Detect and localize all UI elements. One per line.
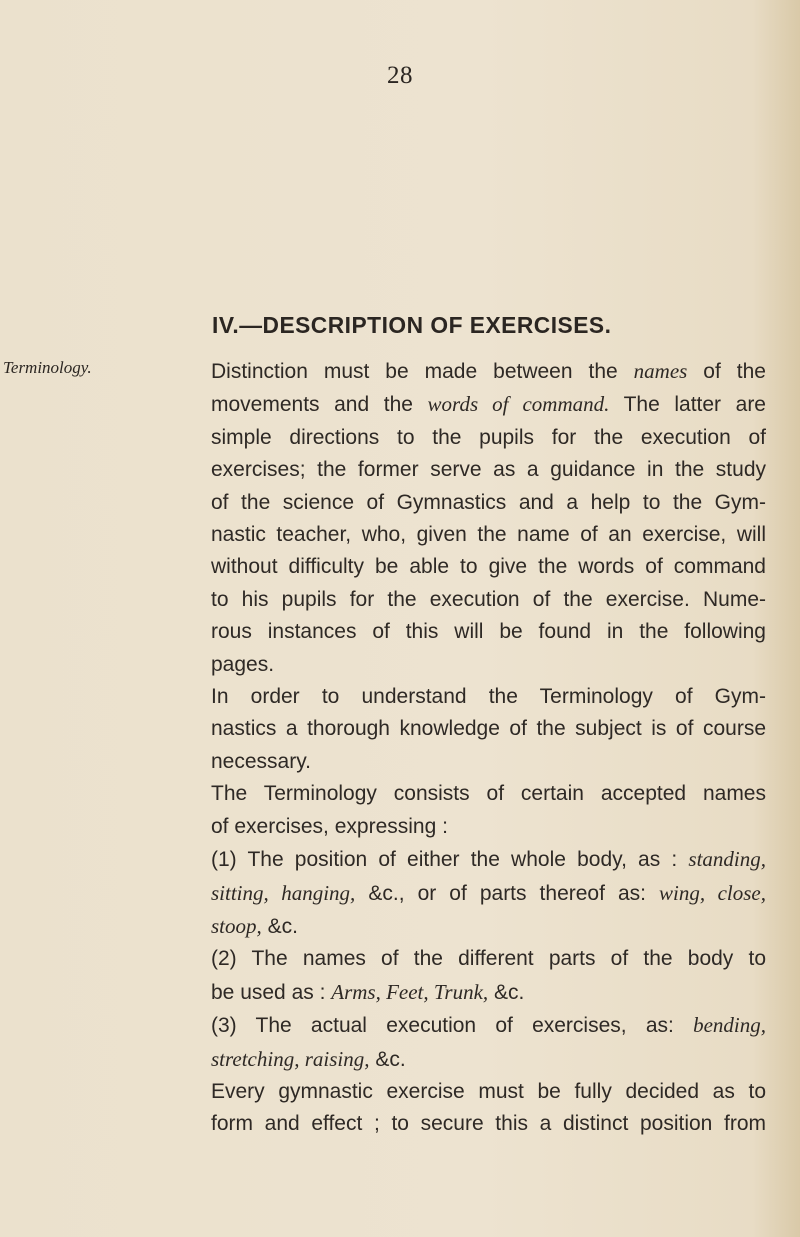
- italic-term: standing,: [688, 847, 766, 872]
- text-line: [211, 454, 766, 486]
- italic-term: sitting, hanging,: [211, 880, 356, 905]
- text-line: [211, 616, 766, 648]
- text-run: (1) The position of either the whole body, as :: [211, 848, 689, 872]
- italic-term: stretching, raising,: [211, 1046, 370, 1071]
- text-run: rous instances of this will be found in the following: [211, 620, 766, 644]
- text-run: (2) The names of the different parts of the body to: [211, 947, 766, 971]
- italic-term: stoop,: [211, 913, 262, 938]
- text-line: [211, 584, 766, 616]
- text-run: of the science of Gymnastics and a help to the Gym-: [211, 490, 766, 514]
- text-line: [211, 487, 766, 519]
- text-line: [211, 519, 766, 551]
- text-line: [211, 551, 766, 583]
- text-line: [211, 910, 766, 943]
- margin-note: Terminology.: [3, 358, 92, 377]
- text-run: pages.: [211, 652, 275, 676]
- text-run: (3) The actual execution of exercises, as:: [211, 1014, 694, 1038]
- text-run: be used as :: [211, 980, 332, 1004]
- text-run: movements and the: [211, 393, 428, 417]
- text-line: [211, 649, 766, 681]
- text-line: [211, 355, 766, 388]
- text-line: [211, 1043, 766, 1076]
- text-run: exercises; the former serve as a guidance in the study: [211, 458, 766, 482]
- text-line: [211, 388, 766, 421]
- italic-term: bending,: [693, 1013, 766, 1038]
- text-line: [211, 713, 766, 745]
- italic-term: Arms, Feet, Trunk,: [331, 979, 489, 1004]
- text-line: [211, 1076, 766, 1108]
- text-line: [211, 778, 766, 810]
- text-line: [211, 976, 766, 1009]
- text-line: [211, 1108, 766, 1140]
- text-run: simple directions to the pupils for the execution of: [211, 425, 766, 449]
- body-text: [211, 355, 766, 1141]
- text-line: [211, 811, 766, 843]
- text-run: The latter are: [609, 393, 766, 417]
- text-line: [211, 1009, 766, 1042]
- section-heading: IV.—DESCRIPTION OF EXERCISES.: [212, 312, 612, 338]
- text-run: In order to understand the Terminology of Gym-: [211, 685, 766, 709]
- text-run: &c.: [261, 914, 298, 938]
- text-line: [211, 681, 766, 713]
- text-run: without difficulty be able to give the words of command: [211, 555, 766, 579]
- text-line: [211, 943, 766, 975]
- text-line: [211, 843, 766, 876]
- page-number: 28: [387, 62, 413, 89]
- text-run: nastics a thorough knowledge of the subject is of course: [211, 717, 766, 741]
- text-run: of the: [687, 360, 766, 383]
- text-run: Every gymnastic exercise must be fully decided as to: [211, 1079, 766, 1103]
- text-run: Distinction must be made between the: [211, 360, 634, 383]
- text-run: &c.: [369, 1047, 406, 1071]
- italic-term: words of command.: [427, 392, 610, 417]
- text-run: &c.: [488, 980, 525, 1004]
- text-run: form and effect ; to secure this a distinct position from: [211, 1112, 766, 1136]
- text-line: [211, 422, 766, 454]
- text-run: &c., or of parts thereof as:: [355, 881, 660, 905]
- text-run: The Terminology consists of certain accepted names: [211, 782, 766, 806]
- text-run: nastic teacher, who, given the name of an exercise, will: [211, 523, 766, 547]
- text-line: [211, 877, 766, 910]
- italic-term: names: [633, 359, 688, 383]
- text-run: necessary.: [211, 749, 311, 773]
- italic-term: wing, close,: [659, 880, 766, 905]
- text-run: to his pupils for the execution of the exercise. Nume-: [211, 587, 766, 611]
- text-run: of exercises, expressing :: [211, 814, 448, 838]
- text-line: [211, 746, 766, 778]
